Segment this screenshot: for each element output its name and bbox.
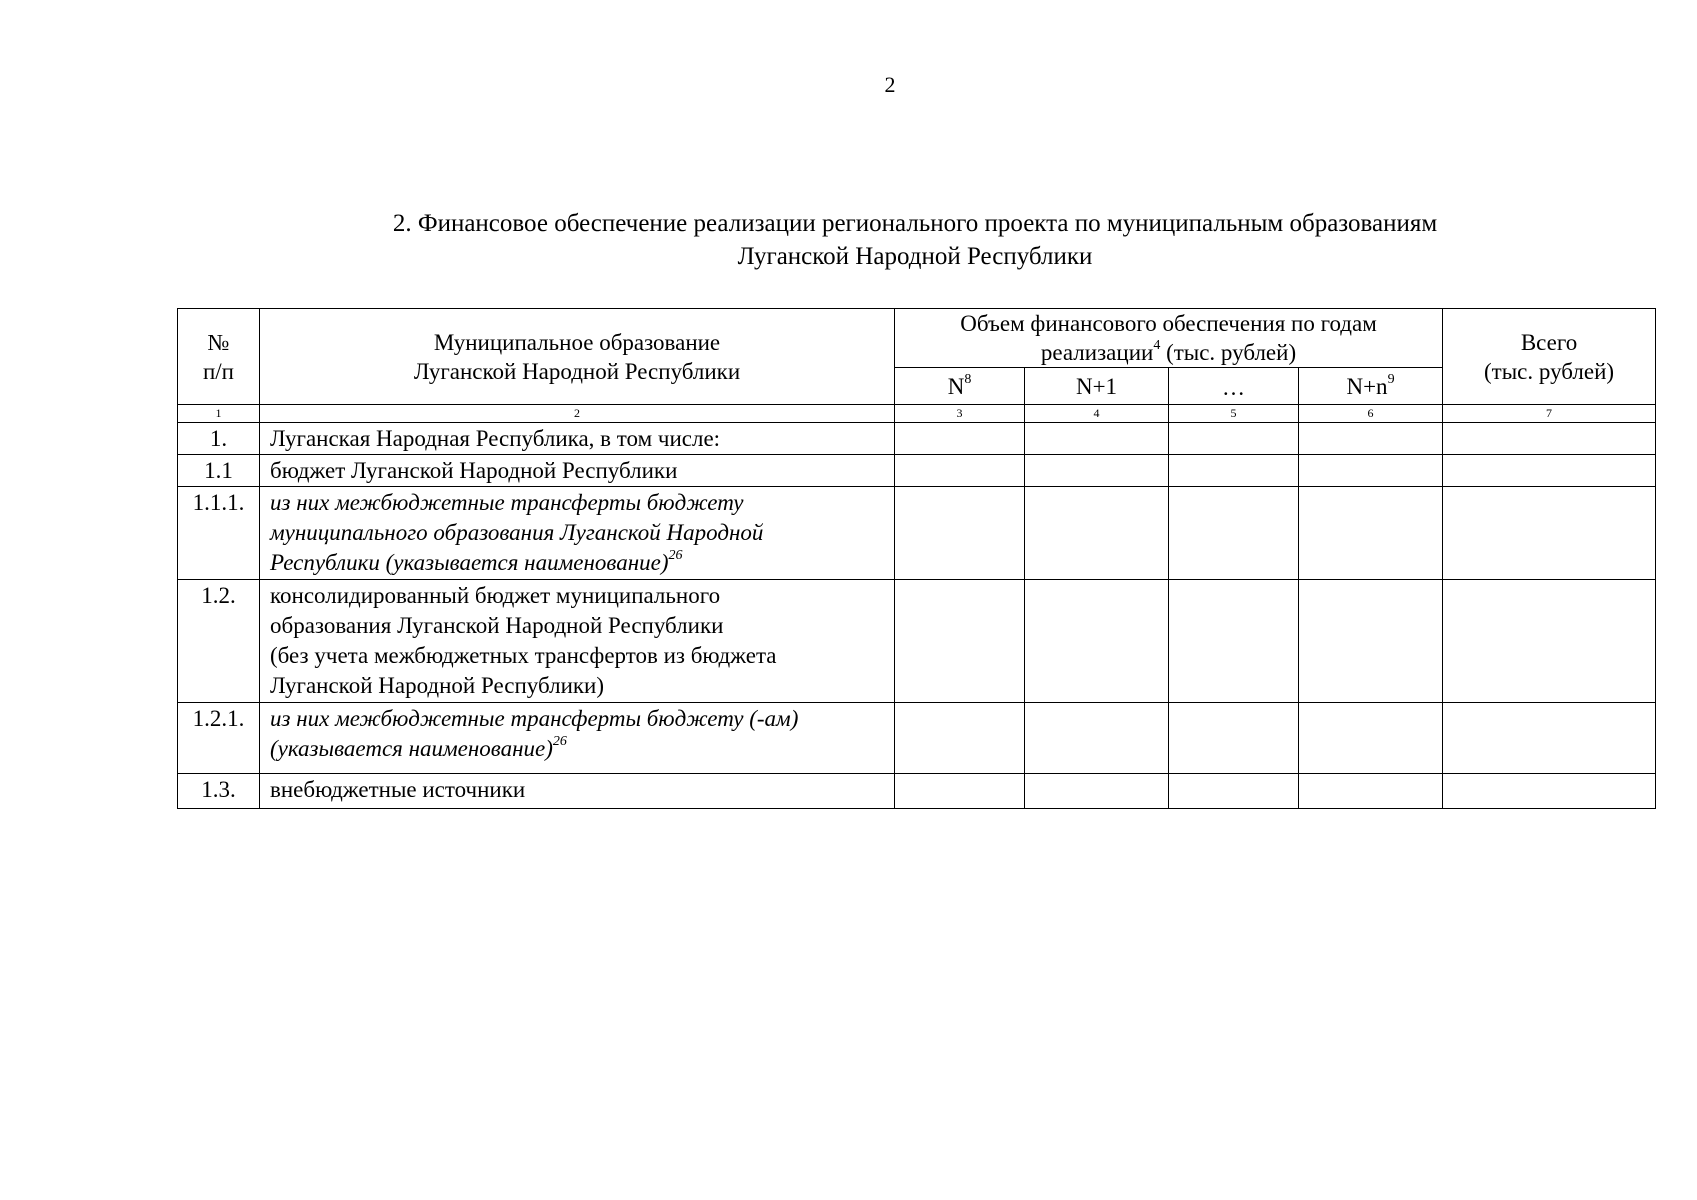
header-volume (895, 309, 1443, 368)
total-cell (1443, 774, 1656, 809)
value-cell (1025, 580, 1169, 703)
header-volume-line-1: Объем финансового обеспечения по годам (960, 311, 1377, 336)
row-label: из них межбюджетные трансферты бюджету (-ам) (указывается наименование)$^{26}$ (260, 703, 895, 774)
value-cell (1299, 703, 1443, 774)
value-cell (1169, 774, 1299, 809)
row-label: бюджет Луганской Народной Республики (260, 455, 895, 487)
footnote-ref: 4 (1153, 338, 1161, 354)
column-number: 5 (1169, 405, 1299, 423)
header-municipality (260, 309, 895, 405)
footnote-ref: 8 (964, 371, 972, 387)
header-total-line-2: (тыс. рублей) (1484, 358, 1615, 384)
total-cell (1443, 423, 1656, 455)
row-number: 1. (178, 423, 260, 455)
row-number: 1.1.1. (178, 487, 260, 580)
header-name-line-1: Муниципальное образование (433, 329, 721, 355)
total-cell (1443, 455, 1656, 487)
column-number: 3 (895, 405, 1025, 423)
value-cell (1299, 423, 1443, 455)
footnote-ref: 26 (552, 734, 567, 750)
value-cell (1299, 455, 1443, 487)
row-label: консолидированный бюджет муниципального образования Луганской Народной Республики (без учета межбюджетных трансфертов из бюджета Луганской Народной Республики) (260, 580, 895, 703)
value-cell (1169, 423, 1299, 455)
header-row-number (178, 309, 260, 405)
value-cell (1299, 487, 1443, 580)
value-cell (895, 774, 1025, 809)
total-cell (1443, 487, 1656, 580)
row-number: 1.3. (178, 774, 260, 809)
value-cell (1299, 580, 1443, 703)
value-cell (895, 487, 1025, 580)
table-row (178, 487, 1656, 580)
row-number: 1.2.1. (178, 703, 260, 774)
section-title (0, 207, 1697, 273)
row-number: 1.1 (178, 455, 260, 487)
value-cell (1169, 455, 1299, 487)
financing-table (177, 308, 1656, 809)
page-number: 2 (884, 72, 896, 97)
header-name-line-2: Луганской Народной Республики (413, 358, 741, 384)
table-row (178, 774, 1656, 809)
value-cell (1025, 774, 1169, 809)
column-number: 2 (260, 405, 895, 423)
value-cell (1025, 487, 1169, 580)
table-row (178, 580, 1656, 703)
value-cell (895, 423, 1025, 455)
header-total (1443, 309, 1656, 405)
footnote-ref: 9 (1387, 371, 1395, 387)
table-row (178, 455, 1656, 487)
value-cell (895, 455, 1025, 487)
value-cell (895, 580, 1025, 703)
header-year-n: $N^8$ (895, 368, 1025, 405)
row-label: Луганская Народная Республика, в том числе: (260, 423, 895, 455)
value-cell (1169, 703, 1299, 774)
value-cell (1169, 580, 1299, 703)
value-cell (895, 703, 1025, 774)
row-label: внебюджетные источники (260, 774, 895, 809)
section-title-line-1: 2. Финансовое обеспечение реализации регионального проекта по муниципальным образованиям (392, 210, 1438, 237)
value-cell (1025, 455, 1169, 487)
header-volume-line-2: реализации$^4$ (тыс. рублей) (1040, 338, 1297, 365)
column-number: 4 (1025, 405, 1169, 423)
table-row (178, 703, 1656, 774)
row-label: из них межбюджетные трансферты бюджету муниципального образования Луганской Народной Республики (указывается наименование)$^{26}$ (260, 487, 895, 580)
row-number: 1.2. (178, 580, 260, 703)
column-number-row (178, 405, 1656, 423)
column-number: 7 (1443, 405, 1656, 423)
footnote-ref: 26 (668, 548, 683, 564)
value-cell (1169, 487, 1299, 580)
column-number: 1 (178, 405, 260, 423)
value-cell (1299, 774, 1443, 809)
header-num-line-2: п/п (202, 358, 234, 384)
value-cell (1025, 423, 1169, 455)
table-row (178, 423, 1656, 455)
total-cell (1443, 580, 1656, 703)
header-num-line-1: № (207, 329, 230, 355)
column-number: 6 (1299, 405, 1443, 423)
header-year-n-plus-n: $N+n^9$ (1299, 368, 1443, 405)
section-title-line-2: Луганской Народной Республики (737, 243, 1093, 270)
header-year-n-plus-1: N+1 (1025, 368, 1169, 405)
header-year-ellipsis: … (1169, 368, 1299, 405)
total-cell (1443, 703, 1656, 774)
value-cell (1025, 703, 1169, 774)
header-total-line-1: Всего (1520, 329, 1578, 355)
